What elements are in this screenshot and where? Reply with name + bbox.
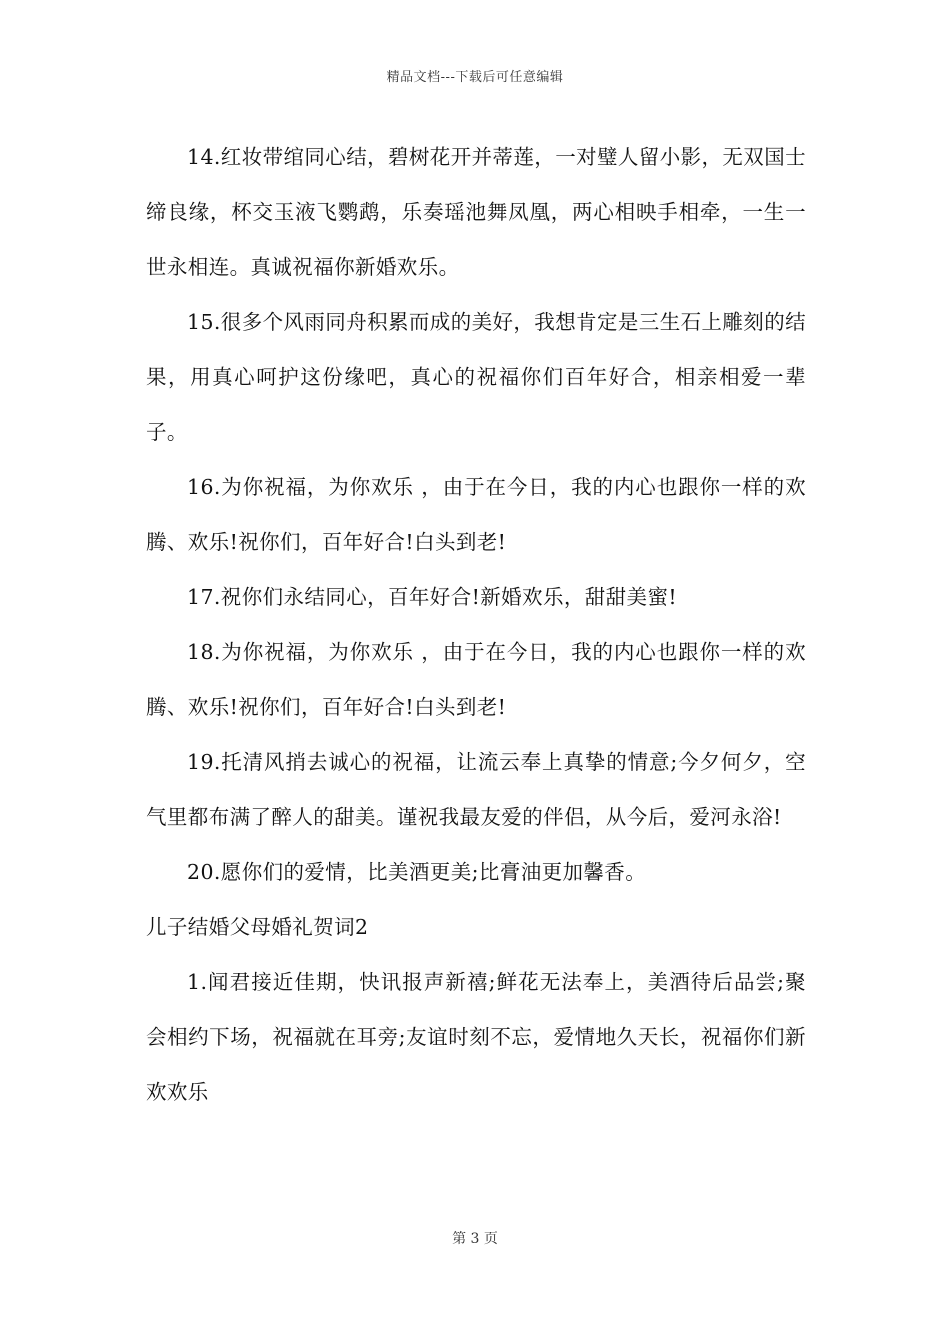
paragraph-16: 16.为你祝福，为你欢乐 ，由于在今日，我的内心也跟你一样的欢腾、欢乐!祝你们，百年好合!白头到老! bbox=[146, 475, 806, 554]
paragraph-17: 17.祝你们永结同心，百年好合!新婚欢乐，甜甜美蜜! bbox=[187, 585, 677, 609]
paragraph-18: 18.为你祝福，为你欢乐 ，由于在今日，我的内心也跟你一样的欢腾、欢乐!祝你们，百年好合!白头到老! bbox=[146, 640, 806, 719]
paragraph-14: 14.红妆带绾同心结，碧树花开并蒂莲，一对璧人留小影，无双国士缔良缘，杯交玉液飞鹦鹉，乐奏瑶池舞凤凰，两心相映手相牵，一生一世永相连。真诚祝福你新婚欢乐。 bbox=[146, 145, 806, 279]
page-header: 精品文档---下载后可任意编辑 bbox=[386, 70, 564, 85]
page-number: 第 3 页 bbox=[452, 1231, 498, 1247]
paragraph-20: 20.愿你们的爱情，比美酒更美;比膏油更加馨香。 bbox=[187, 860, 647, 884]
paragraph-19: 19.托清风捎去诚心的祝福，让流云奉上真挚的情意;今夕何夕，空气里都布满了醉人的甜美。谨祝我最友爱的伴侣，从今后，爱河永浴! bbox=[146, 750, 806, 829]
section-paragraph-1: 1.闻君接近佳期，快讯报声新禧;鲜花无法奉上，美酒待后品尝;聚会相约下场，祝福就在耳旁;友谊时刻不忘，爱情地久天长，祝福你们新欢欢乐 bbox=[146, 970, 806, 1104]
section-heading: 儿子结婚父母婚礼贺词2 bbox=[146, 915, 369, 939]
paragraph-15: 15.很多个风雨同舟积累而成的美好，我想肯定是三生石上雕刻的结果，用真心呵护这份缘吧，真心的祝福你们百年好合，相亲相爱一辈子。 bbox=[146, 310, 806, 444]
document-body bbox=[146, 130, 806, 1120]
